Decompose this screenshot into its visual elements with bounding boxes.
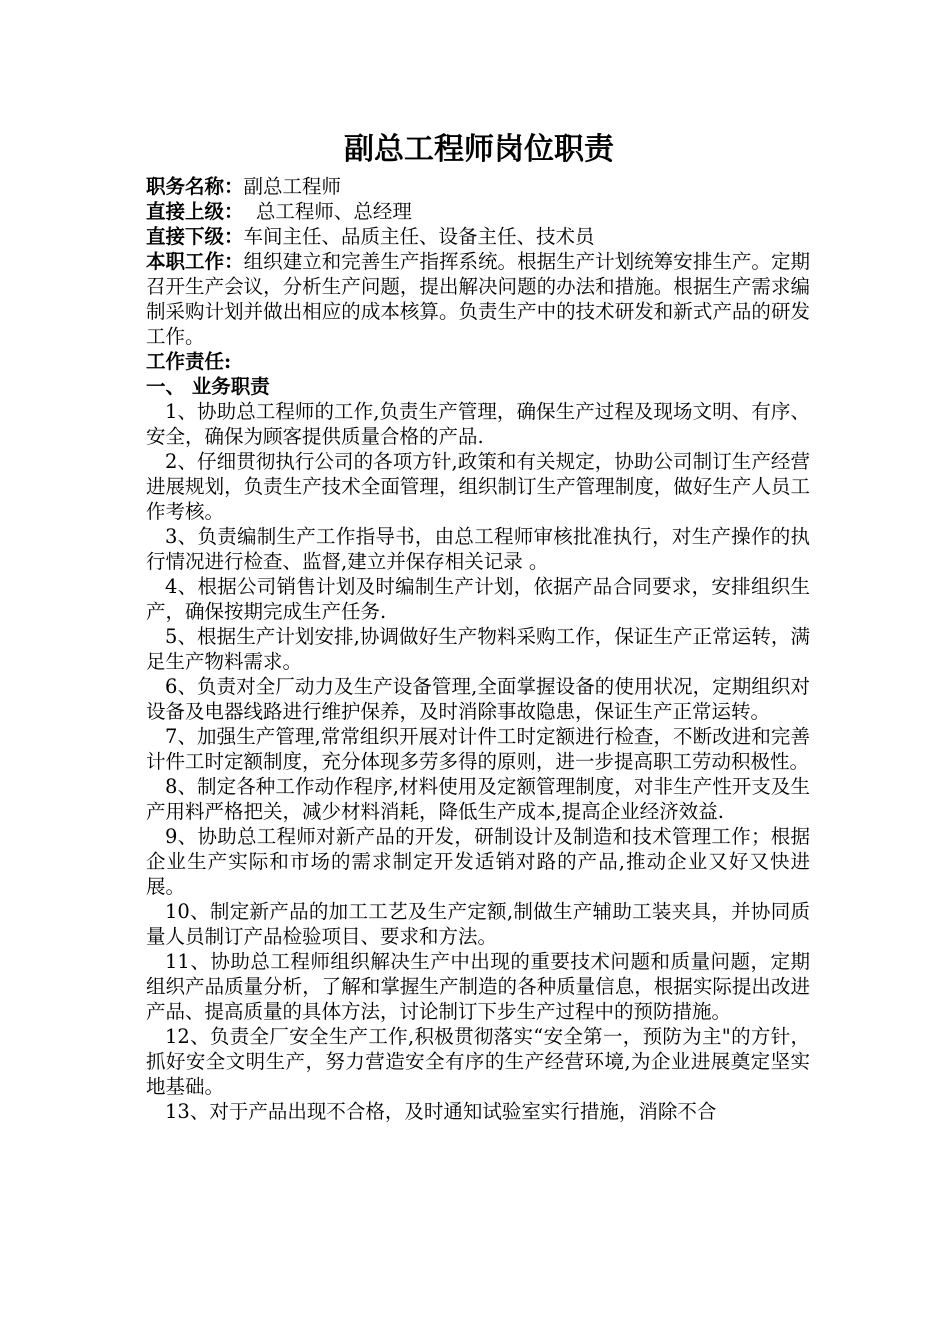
document-page bbox=[146, 126, 810, 1124]
list-item: 9、协助总工程师对新产品的开发，研制设计及制造和技术管理工作；根据企业生产实际和市场的需求制定开发适销对路的产品,推动企业又好又快进展。 bbox=[146, 825, 810, 898]
field-main-work bbox=[146, 249, 810, 349]
list-item: 12、负责全厂安全生产工作,积极贯彻落实“安全第一，预防为主"的方针，抓好安全文明生产，努力营造安全有序的生产经营环境,为企业进展奠定坚实地基础。 bbox=[146, 1025, 810, 1098]
field-direct-superior bbox=[146, 199, 810, 224]
responsibility-list bbox=[146, 399, 810, 1124]
field-job-title bbox=[146, 174, 810, 199]
field-value: 副总工程师 bbox=[243, 175, 342, 198]
field-label: 直接上级： bbox=[146, 200, 244, 223]
list-item: 11、协助总工程师组织解决生产中出现的重要技术问题和质量问题，定期组织产品质量分析，了解和掌握生产制造的各种质量信息，根据实际提出改进产品、提高质量的具体方法，讨论制订下步生产过程中的预防措施。 bbox=[146, 950, 810, 1023]
field-value: 总工程师、总经理 bbox=[243, 200, 412, 223]
list-item: 3、负责编制生产工作指导书，由总工程师审核批准执行，对生产操作的执行情况进行检查、监督,建立并保存相关记录 。 bbox=[146, 525, 810, 573]
list-item: 1、协助总工程师的工作,负责生产管理，确保生产过程及现场文明、有序、安全，确保为顾客提供质量合格的产品. bbox=[146, 400, 810, 448]
list-item: 7、加强生产管理,常常组织开展对计件工时定额进行检查，不断改进和完善计件工时定额制度，充分体现多劳多得的原则，进一步提高职工劳动积极性。 bbox=[146, 725, 810, 773]
field-value: 组织建立和完善生产指挥系统。根据生产计划统筹安排生产。定期召开生产会议，分析生产问题，提出解决问题的办法和措施。根据生产需求编制采购计划并做出相应的成本核算。负责生产中的技术研发和新式产品的研发工作。 bbox=[146, 250, 810, 348]
field-label: 职务名称： bbox=[146, 175, 244, 198]
section-heading: 一、 业务职责 bbox=[146, 375, 270, 398]
field-value: 车间主任、品质主任、设备主任、技术员 bbox=[243, 225, 595, 248]
list-item: 8、制定各种工作动作程序,材料使用及定额管理制度，对非生产性开支及生产用料严格把关，减少材料消耗，降低生产成本,提高企业经济效益. bbox=[146, 775, 810, 823]
field-label: 本职工作： bbox=[146, 250, 244, 273]
list-item: 2、仔细贯彻执行公司的各项方针,政策和有关规定，协助公司制订生产经营进展规划，负责生产技术全面管理，组织制订生产管理制度，做好生产人员工作考核。 bbox=[146, 450, 810, 523]
document-title: 副总工程师岗位职责 bbox=[344, 132, 614, 167]
responsibility-heading: 工作责任: bbox=[146, 350, 232, 373]
list-item: 5、根据生产计划安排,协调做好生产物料采购工作，保证生产正常运转，满足生产物料需求。 bbox=[146, 625, 810, 673]
list-item: 13、对于产品出现不合格，及时通知试验室实行措施，消除不合 bbox=[165, 1100, 717, 1123]
list-item: 4、根据公司销售计划及时编制生产计划，依据产品合同要求，安排组织生产，确保按期完成生产任务. bbox=[146, 575, 810, 623]
list-item: 10、制定新产品的加工工艺及生产定额,制做生产辅助工装夹具，并协同质量人员制订产品检验项目、要求和方法。 bbox=[146, 900, 810, 948]
list-item: 6、负责对全厂动力及生产设备管理,全面掌握设备的使用状况，定期组织对设备及电器线路进行维护保养，及时消除事故隐患，保证生产正常运转。 bbox=[146, 675, 810, 723]
field-label: 直接下级： bbox=[146, 225, 244, 248]
field-direct-subordinate bbox=[146, 224, 810, 249]
